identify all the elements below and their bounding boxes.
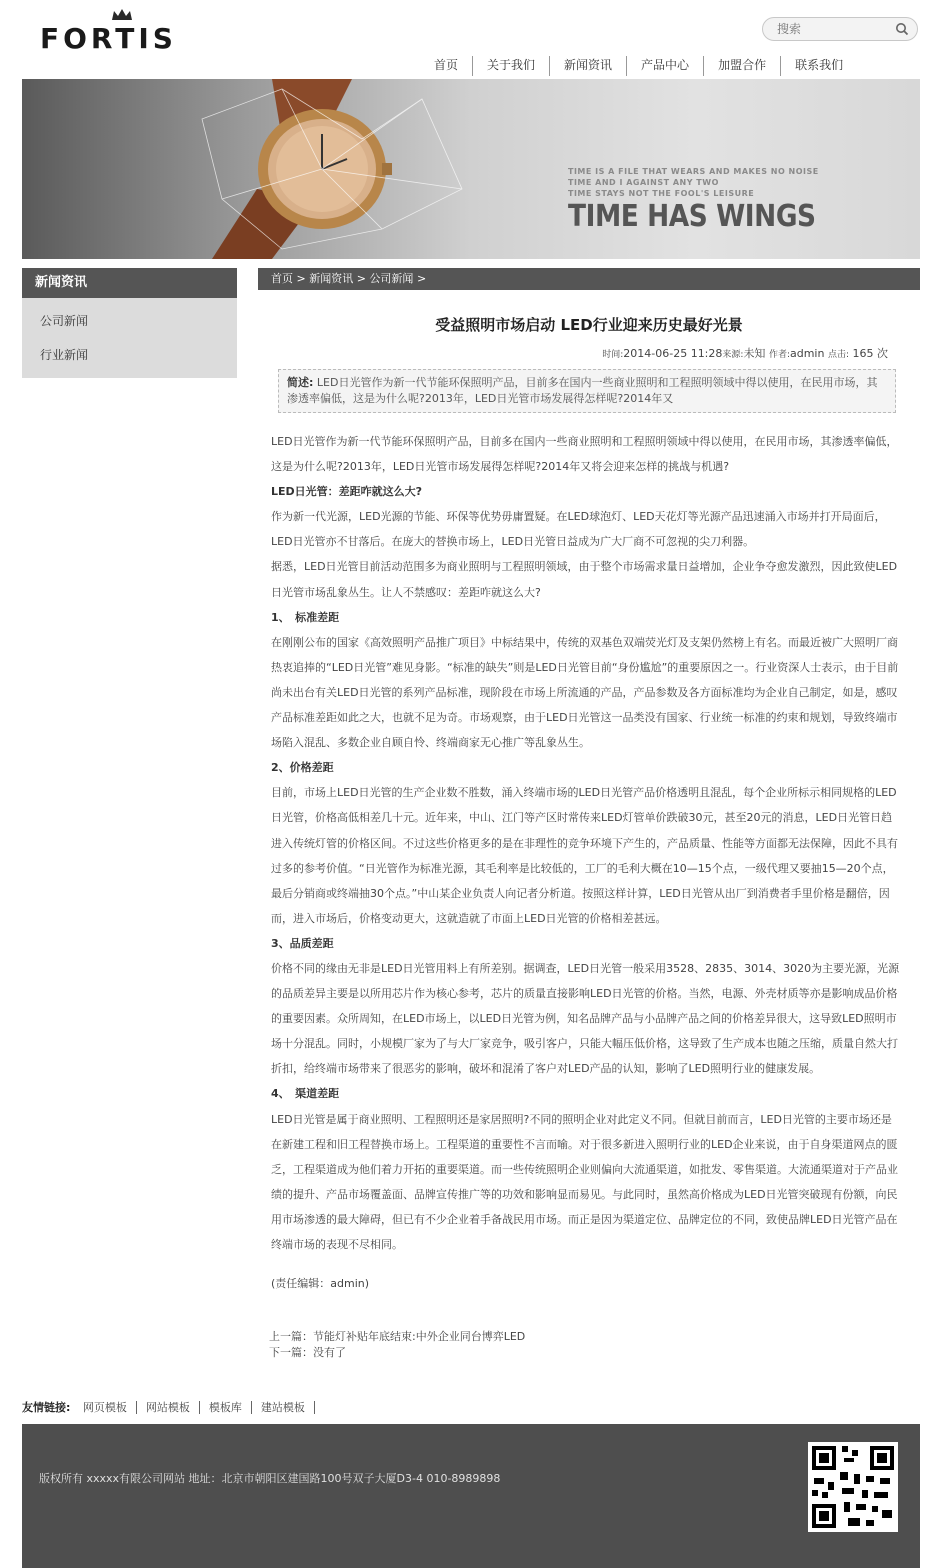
logo-text: FORTIS (40, 22, 177, 55)
banner-headline: TIME HAS WINGS (568, 199, 816, 234)
friend-links-label: 友情链接: (22, 1401, 71, 1414)
footer (22, 1424, 920, 1568)
hero-banner (22, 79, 920, 259)
sidebar (22, 268, 237, 378)
friend-link[interactable]: 建站模板 (252, 1401, 315, 1414)
article-paragraph: 目前，市场上LED日光管的生产企业数不胜数，涌入终端市场的LED日光管产品价格透明且混乱，每个企业所标示相同规格的LED日光管，价格高低相差几十元。近年来，中山、江门等产区时常传来LED灯管单价跌破30元，甚至20元的消息，LED日光管日趋进入传统灯管的价格区间。不过这些价格更多的是在非理性的竞争环境下产生的，产品质量、性能等方面都无法保障，因此不具有过多的参考价值。“日光管作为标准光源，其毛利率是比较低的，工厂的毛利大概在10—15个点，一级代理又要抽15—20个点，最后分销商或终端抽30个点。”中山某企业负责人向记者分析道。按照这样计算，LED日光管从出厂到消费者手里价格是翻倍，因而，进入市场后，价格变动更大，这就造就了市面上LED日光管的价格相差甚远。 (271, 786, 898, 925)
article-body (271, 429, 902, 1257)
article-paragraph: 作为新一代光源，LED光源的节能、环保等优势毋庸置疑。在LED球泡灯、LED天花灯等光源产品迅速涌入市场并打开局面后，LED日光管亦不甘落后。在庞大的替换市场上，LED日光管日益成为广大厂商不可忽视的尖刀利器。 (271, 510, 886, 549)
sidebar-item-company-news[interactable]: 公司新闻 (40, 314, 89, 328)
article-source: 未知 (743, 347, 766, 360)
sidebar-title: 新闻资讯 (22, 268, 237, 298)
friend-link[interactable]: 网页模板 (74, 1401, 137, 1414)
friend-link[interactable]: 模板库 (200, 1401, 252, 1414)
nav-franchise[interactable]: 加盟合作 (703, 56, 780, 76)
next-label: 下一篇： (269, 1346, 313, 1360)
crumb-sep: > (416, 272, 427, 285)
article-paragraph: 价格不同的缘由无非是LED日光管用料上有所差别。据调查，LED日光管一般采用3528、2835、3014、3020为主要光源，光源的品质差异主要是以所用芯片作为核心参考，芯片的质量直接影响LED日光管的价格。当然，电源、外壳材质等亦是影响成品价格的重要因素。众所周知，在LED市场上，以LED日光管为例，知名品牌产品与小品牌产品之间的价格差异很大，这导致LED照明市场十分混乱。同时，小规模厂家为了与大厂家竞争，吸引客户，只能大幅压低价格，这导致了生产成本也随之压缩，质量自然大打折扣，给终端市场带来了很恶劣的影响，破坏和混淆了客户对LED产品的认知，影响了LED照明行业的健康发展。 (271, 961, 900, 1076)
crumb-section[interactable]: 新闻资讯 (309, 272, 354, 285)
nav-products[interactable]: 产品中心 (626, 56, 703, 76)
author-label: 作者: (768, 350, 790, 360)
article-meta (258, 345, 920, 361)
article-paragraph: LED日光管作为新一代节能环保照明产品，目前多在国内一些商业照明和工程照明领域中得以使用，在民用市场，其渗透率偏低，这是为什么呢?2013年，LED日光管市场发展得怎样呢?2014年又将会迎来怎样的挑战与机遇? (271, 435, 898, 474)
article-subheading: 2、价格差距 (271, 761, 334, 775)
prev-article (269, 1329, 920, 1345)
prev-label: 上一篇： (269, 1330, 313, 1344)
article-subheading: LED日光管：差距咋就这么大? (271, 485, 423, 499)
search-input[interactable] (777, 21, 887, 37)
friend-link[interactable]: 网站模板 (137, 1401, 200, 1414)
main-nav (420, 56, 857, 76)
article-editor: (责任编辑：admin) (271, 1277, 370, 1291)
article-subheading: 4、 渠道差距 (271, 1087, 340, 1101)
banner-tagline-1: TIME IS A FILE THAT WEARS AND MAKES NO NOISE (568, 167, 819, 176)
crumb-sub[interactable]: 公司新闻 (369, 272, 414, 285)
article-time: 2014-06-25 11:28 (623, 347, 723, 360)
time-label: 时间: (602, 350, 624, 360)
crumb-sep: > (356, 272, 366, 285)
nav-news[interactable]: 新闻资讯 (549, 56, 626, 76)
breadcrumb (258, 268, 920, 290)
crown-icon (110, 8, 134, 22)
main-content (258, 268, 920, 1361)
source-label: 来源: (722, 350, 744, 360)
search-icon[interactable] (895, 22, 909, 36)
friend-links (22, 1399, 315, 1415)
footer-copyright: 版权所有 xxxxx有限公司网站 地址：北京市朝阳区建国路100号双子大厦D3-4 010-8989898 (39, 1472, 501, 1485)
article-summary (278, 369, 896, 413)
article-pager (269, 1329, 920, 1361)
qr-code-icon (808, 1442, 898, 1532)
next-article-text: 没有了 (313, 1346, 346, 1360)
logo[interactable] (30, 8, 210, 55)
clicks-label: 点击: (827, 350, 849, 360)
header (22, 0, 920, 79)
article-paragraph: 在刚刚公布的国家《高效照明产品推广项目》中标结果中，传统的双基色双端荧光灯及支架仍然榜上有名。而最近被广大照明厂商热衷追捧的“LED日光管”难见身影。“标准的缺失”则是LED日光管目前“身份尴尬”的重要原因之一。行业资深人士表示，由于目前尚未出台有关LED日光管的系列产品标准，现阶段在市场上所流通的产品，产品参数及各方面标准均为企业自己制定，如是，感叹产品标准差距如此之大，也就不足为奇。市场观察，由于LED日光管这一品类没有国家、行业统一标准的约束和规划，导致终端市场陷入混乱、多数企业自顾自怜、终端商家无心推广等乱象丛生。 (271, 635, 899, 750)
banner-tagline-2: TIME AND I AGAINST ANY TWO (568, 178, 719, 187)
nav-contact[interactable]: 联系我们 (780, 56, 857, 76)
banner-tagline-3: TIME STAYS NOT THE FOOL'S LEISURE (568, 189, 755, 198)
article-paragraph: 据悉，LED日光管目前活动范围多为商业照明与工程照明领域，由于整个市场需求量日益增加，企业争夺愈发激烈，因此致使LED日光管市场乱象丛生。让人不禁感叹：差距咋就这么大? (271, 560, 898, 599)
article-subheading: 3、品质差距 (271, 936, 334, 950)
sidebar-item-industry-news[interactable]: 行业新闻 (40, 348, 89, 362)
crumb-home[interactable]: 首页 (271, 272, 293, 285)
nav-home[interactable]: 首页 (434, 58, 459, 72)
next-article (269, 1345, 920, 1361)
article-author: admin (789, 347, 825, 360)
summary-text: LED日光管作为新一代节能环保照明产品，目前多在国内一些商业照明和工程照明领域中得以使用，在民用市场，其渗透率偏低，这是为什么呢?2013年，LED日光管市场发展得怎样呢?2014年又 (287, 376, 878, 405)
nav-about[interactable]: 关于我们 (472, 56, 549, 76)
article-subheading: 1、 标准差距 (271, 610, 340, 624)
clicks-unit: 次 (877, 347, 888, 360)
sidebar-list (22, 298, 237, 378)
summary-label: 简述: (287, 376, 314, 389)
article-clicks: 165 (852, 347, 874, 360)
article-title: 受益照明市场启动 LED行业迎来历史最好光景 (435, 316, 743, 334)
crumb-sep: > (296, 272, 306, 285)
search-box (762, 17, 918, 41)
prev-article-link[interactable]: 节能灯补贴年底结束:中外企业同台博弈LED (313, 1330, 526, 1344)
article-paragraph: LED日光管是属于商业照明、工程照明还是家居照明?不同的照明企业对此定义不同。但就目前而言，LED日光管的主要市场还是在新建工程和旧工程替换市场上。工程渠道的重要性不言而喻。对于很多新进入照明行业的LED企业来说，由于自身渠道网点的匮乏，工程渠道成为他们着力开拓的重要渠道。而一些传统照明企业则偏向大流通渠道，如批发、零售渠道。大流通渠道对于产品业绩的提升、产品市场覆盖面、品牌宣传推广等的功效和影响显而易见。与此同时，虽然高价格成为LED日光管突破现有份额，向民用市场渗透的最大障碍，但已有不少企业着手备战民用市场。而正是因为渠道定位、品牌定位的不同，致使品牌LED日光管产品在终端市场的表现不尽相同。 (271, 1112, 898, 1251)
